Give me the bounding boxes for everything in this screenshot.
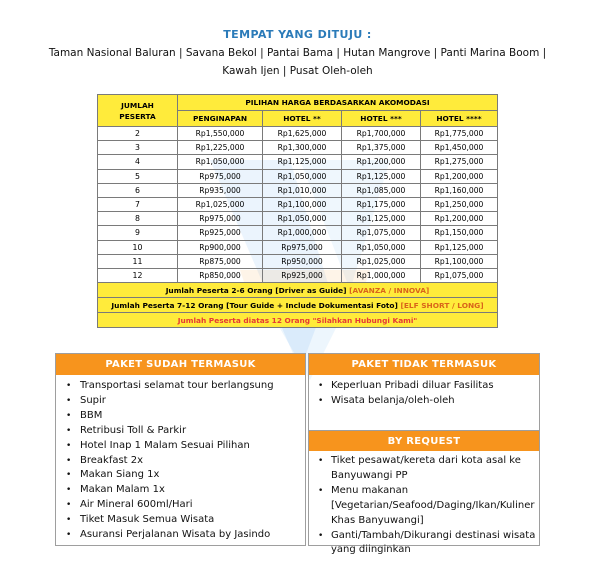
list-item: • BBM <box>56 409 305 424</box>
peserta-cell: 7 <box>98 197 178 211</box>
price-cell: Rp1,700,000 <box>342 127 421 141</box>
price-cell: Rp1,375,000 <box>342 141 421 155</box>
list-item: • Asuransi Perjalanan Wisata by Jasindo <box>56 528 305 543</box>
list-item: • Air Mineral 600ml/Hari <box>56 498 305 513</box>
note-small-group-vehicle: [AVANZA / INNOVA] <box>349 285 430 295</box>
price-cell: Rp1,200,000 <box>342 155 421 169</box>
list-item: • Ganti/Tambah/Dikurangi destinasi wisata yang diinginkan <box>309 529 539 559</box>
table-row <box>98 141 498 155</box>
price-cell: Rp1,250,000 <box>421 197 498 211</box>
included-title: PAKET SUDAH TERMASUK <box>56 354 305 375</box>
note-medium-group-text: Jumlah Peserta 7-12 Orang [Tour Guide + Include Dokumentasi Foto] <box>111 300 398 310</box>
price-cell: Rp1,550,000 <box>178 127 263 141</box>
price-cell: Rp850,000 <box>178 268 263 282</box>
list-item: • Menu makanan [Vegetarian/Seafood/Daging/Ikan/Kuliner Khas Banyuwangi] <box>309 484 539 529</box>
price-cell: Rp1,125,000 <box>342 212 421 226</box>
peserta-cell: 2 <box>98 127 178 141</box>
list-item: • Makan Siang 1x <box>56 468 305 483</box>
peserta-cell: 9 <box>98 226 178 240</box>
price-cell: Rp1,150,000 <box>421 226 498 240</box>
list-item: • Tiket Masuk Semua Wisata <box>56 513 305 528</box>
peserta-cell: 12 <box>98 268 178 282</box>
price-cell: Rp1,025,000 <box>342 254 421 268</box>
table-row <box>98 169 498 183</box>
note-large-group: Jumlah Peserta diatas 12 Orang "Silahkan Hubungi Kami" <box>98 313 498 328</box>
destination-title: TEMPAT YANG DITUJU : <box>223 28 372 41</box>
list-item: • Breakfast 2x <box>56 454 305 469</box>
peserta-cell: 5 <box>98 169 178 183</box>
destination-line-2: Kawah Ijen | Pusat Oleh-oleh <box>222 65 373 77</box>
by-request-title: BY REQUEST <box>309 430 539 451</box>
note-small-group <box>98 283 498 298</box>
list-item: • Tiket pesawat/kereta dari kota asal ke Banyuwangi PP <box>309 454 539 484</box>
price-cell: Rp1,225,000 <box>178 141 263 155</box>
price-cell: Rp1,075,000 <box>421 268 498 282</box>
table-row <box>98 155 498 169</box>
price-cell: Rp1,075,000 <box>342 226 421 240</box>
price-cell: Rp1,625,000 <box>263 127 342 141</box>
list-item: • Makan Malam 1x <box>56 483 305 498</box>
price-cell: Rp1,775,000 <box>421 127 498 141</box>
price-cell: Rp1,000,000 <box>263 226 342 240</box>
peserta-cell: 6 <box>98 183 178 197</box>
peserta-cell: 4 <box>98 155 178 169</box>
col-hotel-3: HOTEL *** <box>342 111 421 127</box>
price-cell: Rp935,000 <box>178 183 263 197</box>
peserta-cell: 11 <box>98 254 178 268</box>
table-row <box>98 197 498 211</box>
note-medium-group-vehicle: [ELF SHORT / LONG] <box>400 300 484 310</box>
list-item: • Keperluan Pribadi diluar Fasilitas <box>309 379 539 394</box>
price-cell: Rp1,050,000 <box>178 155 263 169</box>
excluded-title: PAKET TIDAK TERMASUK <box>309 354 539 375</box>
price-cell: Rp1,100,000 <box>421 254 498 268</box>
price-cell: Rp975,000 <box>178 169 263 183</box>
price-cell: Rp925,000 <box>263 268 342 282</box>
price-cell: Rp925,000 <box>178 226 263 240</box>
group-header: PILIHAN HARGA BERDASARKAN AKOMODASI <box>178 95 498 111</box>
peserta-cell: 8 <box>98 212 178 226</box>
price-table <box>97 94 498 328</box>
price-cell: Rp1,085,000 <box>342 183 421 197</box>
col-hotel-4: HOTEL **** <box>421 111 498 127</box>
price-cell: Rp975,000 <box>263 240 342 254</box>
price-cell: Rp1,450,000 <box>421 141 498 155</box>
table-row <box>98 212 498 226</box>
included-box <box>55 353 306 546</box>
price-cell: Rp1,300,000 <box>263 141 342 155</box>
price-cell: Rp1,010,000 <box>263 183 342 197</box>
list-item: • Retribusi Toll & Parkir <box>56 424 305 439</box>
list-item: • Supir <box>56 394 305 409</box>
col-hotel-2: HOTEL ** <box>263 111 342 127</box>
price-cell: Rp1,000,000 <box>342 268 421 282</box>
price-cell: Rp1,175,000 <box>342 197 421 211</box>
table-row <box>98 127 498 141</box>
peserta-cell: 3 <box>98 141 178 155</box>
list-item: • Transportasi selamat tour berlangsung <box>56 379 305 394</box>
list-item: • Wisata belanja/oleh-oleh <box>309 394 539 409</box>
excluded-box <box>308 353 540 556</box>
list-item: • Hotel Inap 1 Malam Sesuai Pilihan <box>56 439 305 454</box>
excluded-list <box>309 375 539 409</box>
by-request-list <box>309 451 539 558</box>
price-cell: Rp1,025,000 <box>178 197 263 211</box>
price-cell: Rp1,275,000 <box>421 155 498 169</box>
price-cell: Rp1,125,000 <box>342 169 421 183</box>
price-cell: Rp1,100,000 <box>263 197 342 211</box>
price-cell: Rp875,000 <box>178 254 263 268</box>
included-list <box>56 375 305 543</box>
price-cell: Rp1,050,000 <box>263 212 342 226</box>
table-row <box>98 226 498 240</box>
price-cell: Rp900,000 <box>178 240 263 254</box>
price-cell: Rp1,160,000 <box>421 183 498 197</box>
peserta-cell: 10 <box>98 240 178 254</box>
note-small-group-text: Jumlah Peserta 2-6 Orang [Driver as Guide] <box>165 285 347 295</box>
price-cell: Rp950,000 <box>263 254 342 268</box>
price-cell: Rp1,050,000 <box>342 240 421 254</box>
table-row <box>98 254 498 268</box>
price-cell: Rp1,200,000 <box>421 169 498 183</box>
price-cell: Rp975,000 <box>178 212 263 226</box>
table-row <box>98 268 498 282</box>
col-jumlah-peserta: JUMLAH PESERTA <box>98 95 178 127</box>
destination-list <box>40 44 555 80</box>
destination-line-1: Taman Nasional Baluran | Savana Bekol | Pantai Bama | Hutan Mangrove | Panti Marina Boom | <box>48 47 547 59</box>
price-cell: Rp1,125,000 <box>421 240 498 254</box>
price-cell: Rp1,125,000 <box>263 155 342 169</box>
note-medium-group <box>98 298 498 313</box>
price-cell: Rp1,200,000 <box>421 212 498 226</box>
table-row <box>98 240 498 254</box>
col-penginapan: PENGINAPAN <box>178 111 263 127</box>
price-cell: Rp1,050,000 <box>263 169 342 183</box>
table-row <box>98 183 498 197</box>
